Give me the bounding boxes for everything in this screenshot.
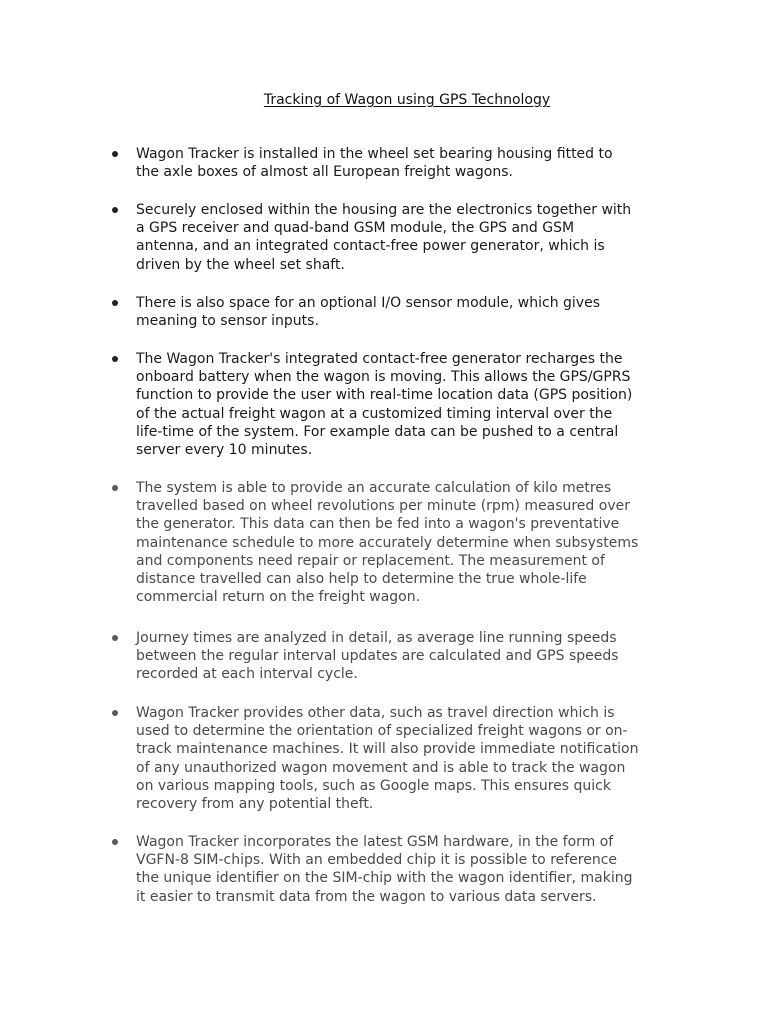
- bullet-icon: [112, 710, 118, 716]
- bullet-icon: [112, 207, 118, 213]
- bullet-icon: [112, 485, 118, 491]
- bullet-icon: [112, 151, 118, 157]
- bullet-icon: [112, 839, 118, 845]
- bullet-icon: [112, 300, 118, 306]
- bullet-text: Securely enclosed within the housing are the electronics together with a GPS receiver and quad-band GSM module, the GPS and GSM antenna, and an integrated contact-free power generator, which is driven by the wheel set shaft.: [136, 202, 632, 273]
- bullet-text: Wagon Tracker provides other data, such as travel direction which is used to determine the orientation of specialized freight wagons or on- track maintenance machines. It will also provide immediate notification of any unauthorized wagon movement and is able to track the wagon on various mapping tools, such as Google maps. This ensures quick recovery from any potential theft.: [136, 705, 639, 813]
- bullet-text: Wagon Tracker is installed in the wheel set bearing housing fitted to the axle boxes of almost all European freight wagons.: [136, 146, 613, 181]
- bullet-text: The system is able to provide an accurate calculation of kilo metres travelled based on wheel revolutions per minute (rpm) measured over the generator. This data can then be fed into a wagon's preventative maintenance schedule to more accurately determine when subsystems and components need repair or replacement. The measurement of distance travelled can also help to determine the true whole-life commercial return on the freight wagon.: [136, 480, 639, 606]
- bullet-text: Wagon Tracker incorporates the latest GSM hardware, in the form of VGFN-8 SIM-chips. With an embedded chip it is possible to reference the unique identifier on the SIM-chip with the wagon identifier, making it easier to transmit data from the wagon to various data servers.: [136, 834, 633, 905]
- bullet-text: The Wagon Tracker's integrated contact-free generator recharges the onboard battery when the wagon is moving. This allows the GPS/GPRS function to provide the user with real-time location data (GPS position) of the actual freight wagon at a customized timing interval over the life-time of the system. For example data can be pushed to a central server every 10 minutes.: [136, 351, 633, 459]
- bullet-icon: [112, 635, 118, 641]
- bullet-text: There is also space for an optional I/O sensor module, which gives meaning to sensor inputs.: [136, 295, 601, 330]
- document-title: Tracking of Wagon using GPS Technology: [263, 92, 551, 108]
- bullet-icon: [112, 356, 118, 362]
- bullet-text: Journey times are analyzed in detail, as average line running speeds between the regular interval updates are calculated and GPS speeds recorded at each interval cycle.: [136, 630, 619, 683]
